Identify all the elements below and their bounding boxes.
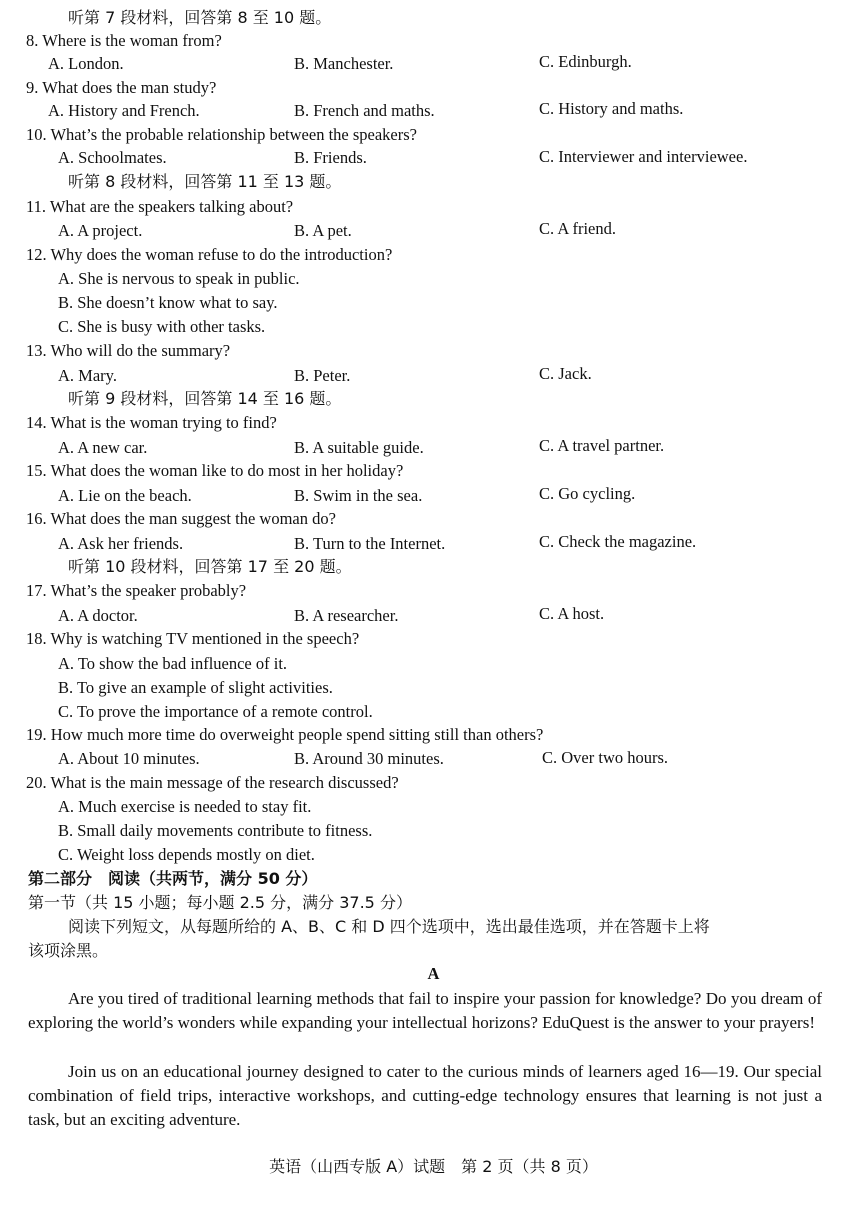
question-stem-11: 11. What are the speakers talking about? [26, 197, 294, 216]
passage-paragraph-1: Are you tired of traditional learning methods that fail to inspire your passion for knowledge? Do you dream of exploring the world’s wonders while expanding your intellectual horizons? EduQuest is the answer to your prayers! [28, 989, 822, 1032]
question-8-option-c: C. Edinburgh. [539, 52, 632, 71]
question-stem-12: 12. Why does the woman refuse to do the introduction? [26, 245, 393, 264]
passage-label: A [427, 964, 440, 983]
reading-instruction-line-2: 该项涂黑。 [28, 941, 109, 960]
question-8-option-b: B. Manchester. [294, 54, 394, 73]
question-17-option-b: B. A researcher. [294, 606, 399, 625]
question-9-option-b: B. French and maths. [294, 101, 435, 120]
question-14-option-c: C. A travel partner. [539, 436, 665, 455]
question-stem-15: 15. What does the woman like to do most in her holiday? [26, 461, 404, 480]
question-12-option-a: A. She is nervous to speak in public. [58, 269, 300, 288]
question-stem-17: 17. What’s the speaker probably? [26, 581, 247, 600]
question-18-option-a: A. To show the bad influence of it. [58, 654, 288, 673]
question-stem-13: 13. Who will do the summary? [26, 341, 231, 360]
question-11-option-b: B. A pet. [294, 221, 352, 240]
question-stem-19: 19. How much more time do overweight people spend sitting still than others? [26, 725, 544, 744]
question-15-option-c: C. Go cycling. [539, 484, 636, 503]
question-16-option-a: A. Ask her friends. [58, 534, 184, 553]
question-13-option-a: A. Mary. [58, 366, 117, 385]
question-20-option-a: A. Much exercise is needed to stay fit. [58, 797, 312, 816]
question-stem-18: 18. Why is watching TV mentioned in the speech? [26, 629, 360, 648]
part-two-title: 第二部分 阅读（共两节，满分 50 分） [28, 869, 318, 888]
question-16-option-c: C. Check the magazine. [539, 532, 697, 551]
section-header-9: 听第 9 段材料，回答第 14 至 16 题。 [68, 389, 342, 408]
question-10-option-b: B. Friends. [294, 148, 367, 167]
page-footer: 英语（山西专版 A）试题 第 2 页（共 8 页） [269, 1157, 598, 1176]
question-10-option-a: A. Schoolmates. [58, 148, 167, 167]
question-9-option-c: C. History and maths. [539, 99, 684, 118]
question-12-option-b: B. She doesn’t know what to say. [58, 293, 278, 312]
question-stem-8: 8. Where is the woman from? [26, 31, 222, 50]
question-stem-14: 14. What is the woman trying to find? [26, 413, 277, 432]
question-9-option-a: A. History and French. [48, 101, 200, 120]
question-11-option-a: A. A project. [58, 221, 143, 240]
question-17-option-c: C. A host. [539, 604, 605, 623]
section-header-7: 听第 7 段材料，回答第 8 至 10 题。 [68, 8, 332, 27]
question-14-option-b: B. A suitable guide. [294, 438, 424, 457]
section-header-10: 听第 10 段材料，回答第 17 至 20 题。 [68, 557, 352, 576]
question-stem-10: 10. What’s the probable relationship between the speakers? [26, 125, 417, 144]
question-12-option-c: C. She is busy with other tasks. [58, 317, 266, 336]
question-16-option-b: B. Turn to the Internet. [294, 534, 446, 553]
question-15-option-b: B. Swim in the sea. [294, 486, 423, 505]
question-19-option-c: C. Over two hours. [542, 748, 669, 767]
question-18-option-b: B. To give an example of slight activities. [58, 678, 333, 697]
question-stem-20: 20. What is the main message of the research discussed? [26, 773, 399, 792]
question-14-option-a: A. A new car. [58, 438, 148, 457]
question-8-option-a: A. London. [48, 54, 124, 73]
question-19-option-b: B. Around 30 minutes. [294, 749, 444, 768]
question-17-option-a: A. A doctor. [58, 606, 138, 625]
question-stem-9: 9. What does the man study? [26, 78, 217, 97]
section-one-title: 第一节（共 15 小题；每小题 2.5 分，满分 37.5 分） [28, 893, 412, 912]
question-18-option-c: C. To prove the importance of a remote control. [58, 702, 373, 721]
question-stem-16: 16. What does the man suggest the woman do? [26, 509, 336, 528]
question-13-option-c: C. Jack. [539, 364, 592, 383]
question-20-option-c: C. Weight loss depends mostly on diet. [58, 845, 315, 864]
passage-paragraph-2: Join us on an educational journey designed to cater to the curious minds of learners aged 16—19. Our special combination of field trips, interactive workshops, and cutting-edge technology ensures that learning is not just a task, but an exciting adventure. [28, 1062, 822, 1129]
question-10-option-c: C. Interviewer and interviewee. [539, 147, 748, 166]
question-19-option-a: A. About 10 minutes. [58, 749, 200, 768]
section-header-8: 听第 8 段材料，回答第 11 至 13 题。 [68, 172, 342, 191]
question-13-option-b: B. Peter. [294, 366, 351, 385]
question-15-option-a: A. Lie on the beach. [58, 486, 192, 505]
question-11-option-c: C. A friend. [539, 219, 616, 238]
reading-instruction-line-1: 阅读下列短文，从每题所给的 A、B、C 和 D 四个选项中，选出最佳选项，并在答题卡上将 [68, 917, 710, 936]
question-20-option-b: B. Small daily movements contribute to fitness. [58, 821, 373, 840]
